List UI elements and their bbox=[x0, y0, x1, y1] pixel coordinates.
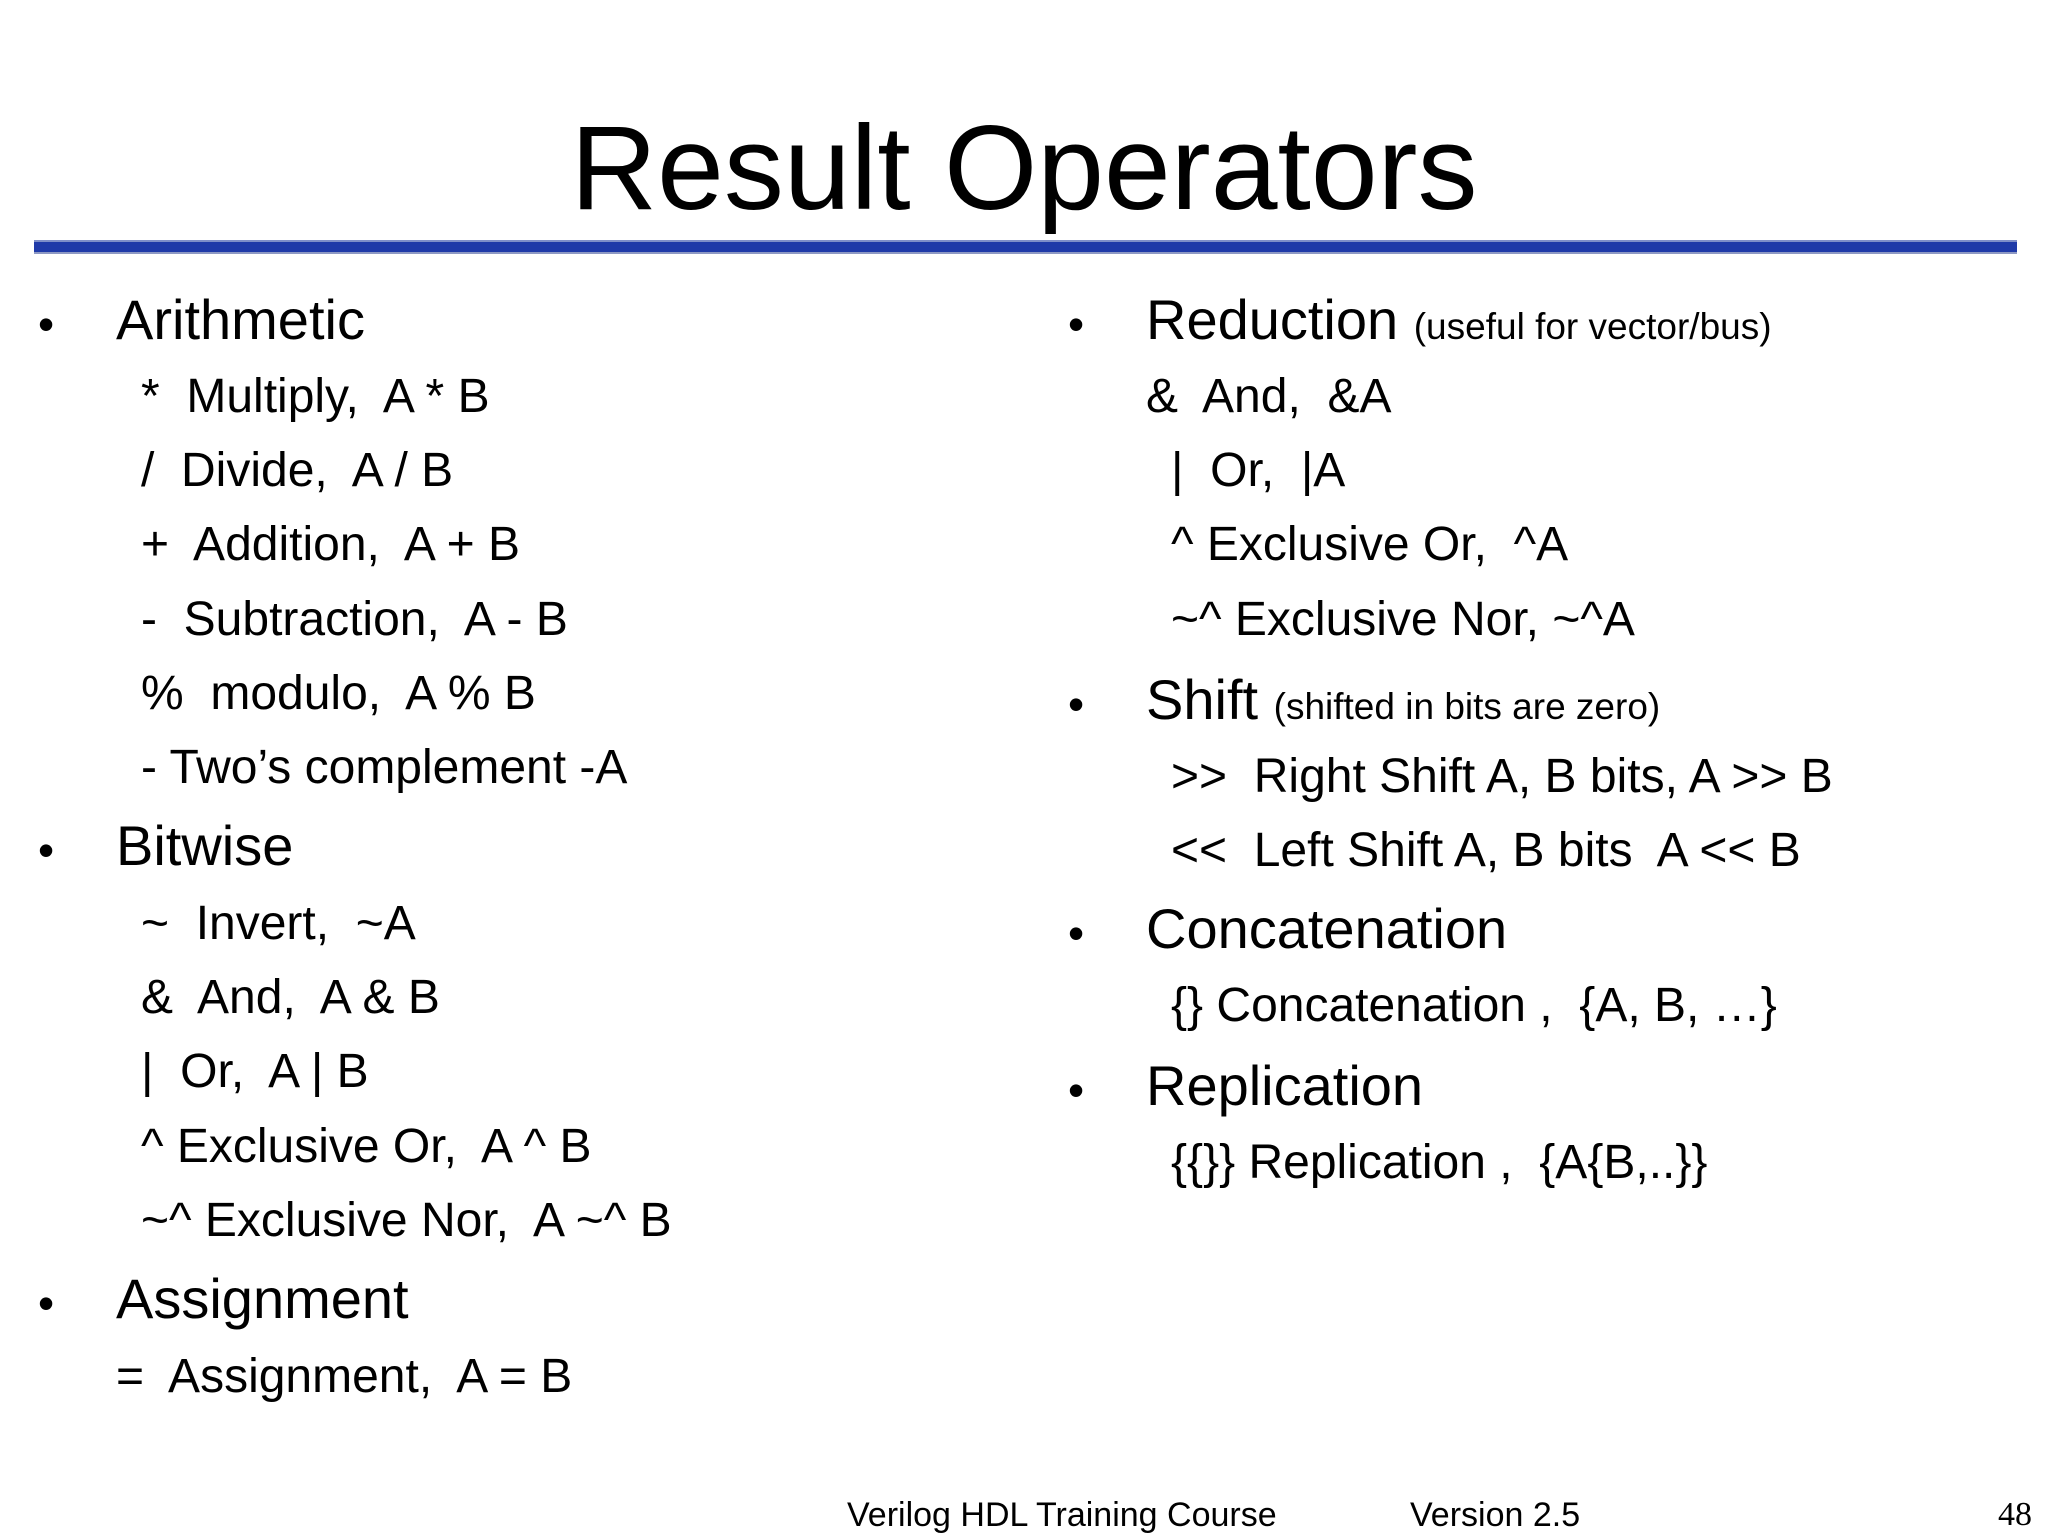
heading-arithmetic: Arithmetic bbox=[116, 288, 365, 351]
bullet-replication: • bbox=[1068, 1064, 1085, 1116]
shift-note: (shifted in bits are zero) bbox=[1273, 686, 1661, 727]
reduction-item: | Or, |A bbox=[1171, 444, 1346, 497]
bitwise-item: & And, A & B bbox=[141, 971, 440, 1024]
slide-title: Result Operators bbox=[570, 101, 1478, 235]
replication-item: {{}} Replication , {A{B,..}} bbox=[1171, 1136, 1708, 1189]
heading-bitwise: Bitwise bbox=[116, 814, 294, 877]
arithmetic-item: / Divide, A / B bbox=[141, 444, 454, 497]
heading-assignment: Assignment bbox=[116, 1267, 409, 1330]
reduction-item: & And, &A bbox=[1146, 370, 1392, 423]
shift-item: << Left Shift A, B bits A << B bbox=[1171, 824, 1801, 877]
reduction-title: Reduction bbox=[1146, 288, 1399, 351]
bullet-reduction: • bbox=[1068, 298, 1085, 350]
reduction-note: (useful for vector/bus) bbox=[1413, 306, 1772, 347]
shift-title: Shift bbox=[1146, 668, 1259, 731]
bitwise-item: ~ Invert, ~A bbox=[141, 897, 416, 950]
footer-course: Verilog HDL Training Course bbox=[847, 1496, 1277, 1534]
reduction-item: ~^ Exclusive Nor, ~^A bbox=[1171, 593, 1635, 646]
bullet-arithmetic: • bbox=[38, 298, 55, 350]
concatenation-item: {} Concatenation , {A, B, …} bbox=[1171, 979, 1777, 1032]
heading-concatenation: Concatenation bbox=[1146, 897, 1508, 960]
bullet-bitwise: • bbox=[38, 824, 55, 876]
bitwise-item: | Or, A | B bbox=[141, 1045, 369, 1098]
arithmetic-item: % modulo, A % B bbox=[141, 667, 536, 720]
assignment-item: = Assignment, A = B bbox=[116, 1350, 573, 1403]
shift-item: >> Right Shift A, B bits, A >> B bbox=[1171, 750, 1833, 803]
bullet-concatenation: • bbox=[1068, 907, 1085, 959]
bitwise-item: ^ Exclusive Or, A ^ B bbox=[141, 1120, 592, 1173]
bullet-shift: • bbox=[1068, 678, 1085, 730]
reduction-item: ^ Exclusive Or, ^A bbox=[1171, 518, 1569, 571]
heading-shift bbox=[1146, 668, 1660, 739]
page-number: 48 bbox=[1998, 1496, 2032, 1533]
arithmetic-item: - Two’s complement -A bbox=[141, 741, 628, 794]
arithmetic-item: + Addition, A + B bbox=[141, 518, 520, 571]
arithmetic-item: - Subtraction, A - B bbox=[141, 593, 568, 646]
heading-replication: Replication bbox=[1146, 1054, 1424, 1117]
heading-reduction bbox=[1146, 288, 1772, 359]
bullet-assignment: • bbox=[38, 1277, 55, 1329]
bitwise-item: ~^ Exclusive Nor, A ~^ B bbox=[141, 1194, 672, 1247]
arithmetic-item: * Multiply, A * B bbox=[141, 370, 490, 423]
footer-version: Version 2.5 bbox=[1410, 1496, 1581, 1534]
title-divider bbox=[34, 240, 2017, 254]
